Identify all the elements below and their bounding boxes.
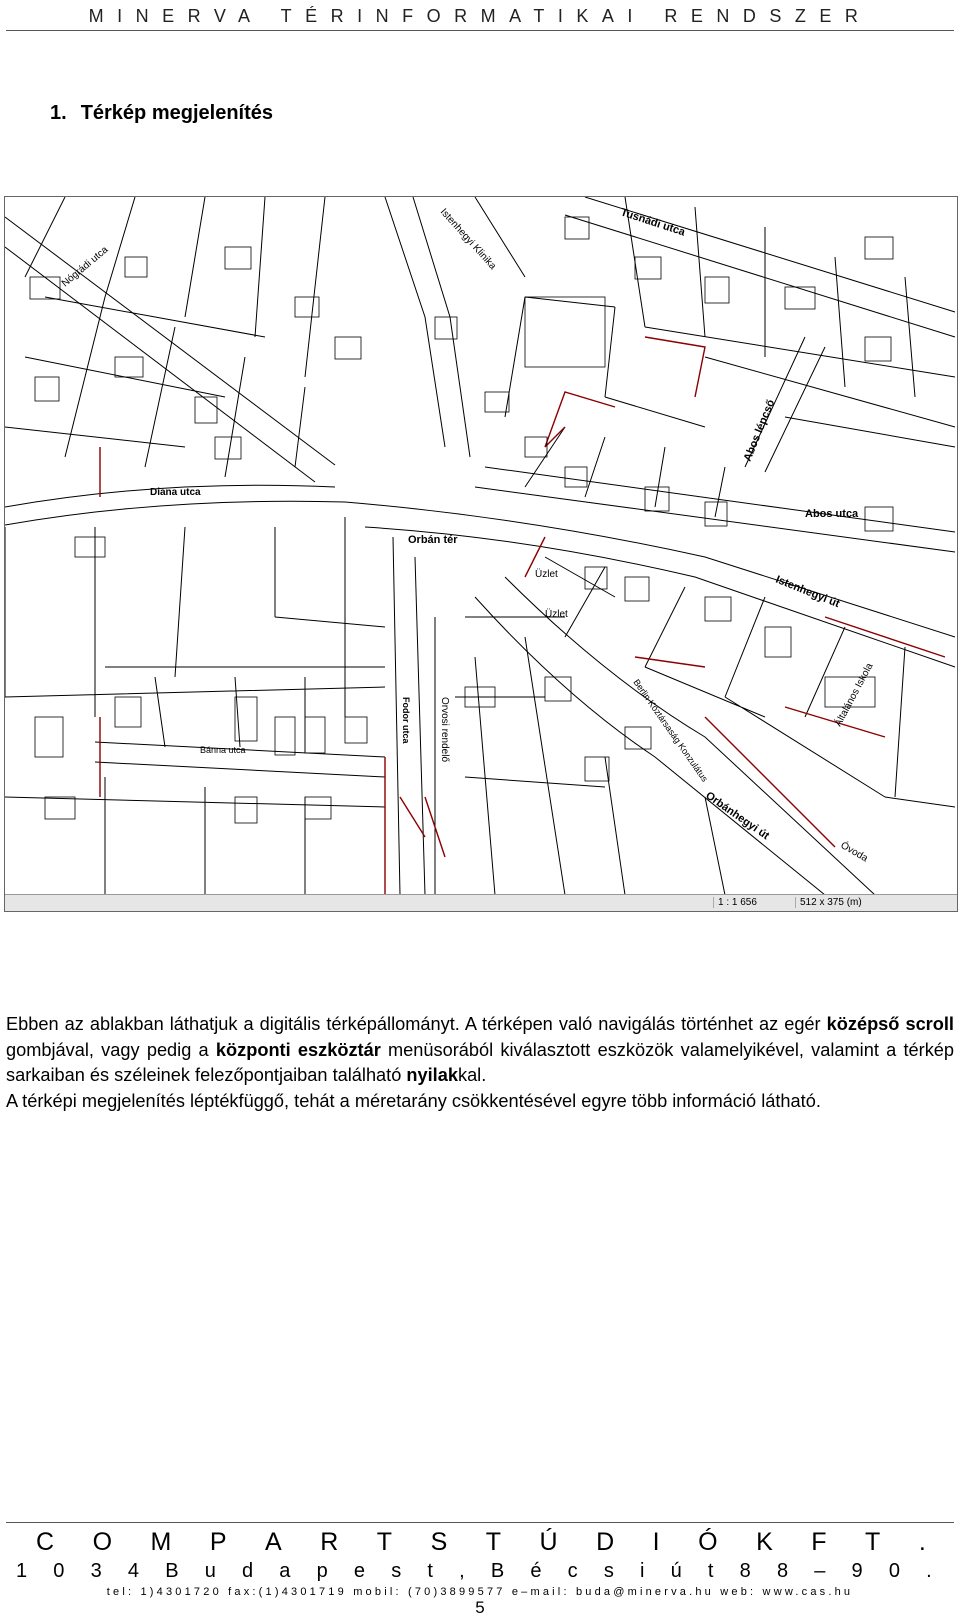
footer-char: O (92, 1528, 113, 1556)
bold-run: középső scroll (826, 1014, 954, 1034)
body-text (6, 1012, 954, 1114)
footer-char: é (530, 1560, 542, 1582)
road-edge (5, 247, 315, 482)
text-run: menüsorából kiválasztott eszközök valamelyikével, valamint a térkép sarkaiban és széleinek felezőpontjaiban található (6, 1039, 955, 1085)
street-label-tusnadi: Tusnádi utca (619, 206, 687, 239)
label-berlin-konzulatus: Berlin Köztársaság Konzulátus (631, 677, 710, 784)
paragraph-navigation (6, 1012, 954, 1089)
footer-char: t (427, 1560, 433, 1582)
footer-char: R (320, 1528, 339, 1556)
road-edge (365, 527, 955, 667)
label-uzlet-1: Üzlet (535, 569, 558, 580)
footer-char: C (36, 1528, 55, 1556)
footer-char: 3 (90, 1560, 102, 1582)
footer-char: e (353, 1560, 366, 1582)
parcel-boundaries (5, 197, 955, 895)
footer-char: ú (670, 1560, 682, 1582)
text-run: gombjával, vagy pedig a (6, 1039, 216, 1060)
footer-char: a (279, 1560, 291, 1582)
footer-char: 0 (888, 1560, 900, 1582)
street-label-abos-lepcso: Abos lépcső (741, 397, 778, 464)
footer-char: Ú (539, 1528, 558, 1556)
map-scale: 1 : 1 656 (713, 897, 757, 908)
header-title: MINERVA TÉRINFORMATIKAI RENDSZER (88, 6, 872, 26)
label-orvosi-rendelo: Orvosi rendelő (439, 697, 450, 763)
section-title: Térkép megjelenítés (80, 102, 273, 124)
street-label-nogradi: Nógrádi utca (59, 244, 111, 290)
section-number: 1. (50, 102, 67, 124)
footer-char: t (707, 1560, 714, 1582)
street-label-istenhegyi: Istenhegyi út (773, 573, 842, 611)
road-edge (505, 577, 875, 895)
footer-char: A (265, 1528, 282, 1556)
footer-char: S (430, 1528, 448, 1556)
paragraph-scale: A térképi megjelenítés léptékfüggő, tehát a méretarány csökkentésével egyre több információ látható. (6, 1090, 821, 1111)
footer-char: 9 (851, 1560, 863, 1582)
footer-contact: tel: 1)4301720 fax:(1)4301719 mobil: (70)3899577 e–mail: buda@minerva.hu web: www.cas.hu (106, 1586, 854, 1598)
street-label-orban-ter: Orbán tér (408, 534, 458, 546)
footer-char: – (814, 1560, 826, 1582)
map-extent: 512 x 375 (m) (795, 897, 862, 908)
road-edge (5, 217, 335, 465)
footer-char: 8 (739, 1560, 751, 1582)
bold-run: központi eszköztár (215, 1039, 381, 1060)
text-run: Ebben az ablakban láthatjuk a digitális térképállományt. A térképen való navigálás történhet az egér (6, 1014, 827, 1034)
road-edge (485, 467, 955, 532)
header-divider (6, 30, 954, 31)
footer-char: s (391, 1560, 402, 1582)
footer-char: F (811, 1528, 827, 1556)
map-window[interactable] (4, 196, 958, 912)
footer-char: u (204, 1560, 216, 1582)
section-heading (50, 102, 273, 125)
footer-char: D (596, 1528, 615, 1556)
road-edge (345, 502, 955, 637)
road-edge (475, 597, 825, 895)
road-edge (385, 197, 445, 447)
map-status-bar (5, 894, 957, 911)
footer-char: B (165, 1560, 179, 1582)
label-iskola: Általános Iskola (832, 661, 876, 729)
road-edge (5, 501, 345, 525)
street-label-banna: Bánna utca (200, 745, 246, 755)
street-label-diana: Diana utca (150, 487, 201, 498)
road-edge (415, 557, 425, 895)
cadastral-map[interactable] (5, 197, 957, 895)
road-edge (475, 487, 955, 552)
footer-company (36, 1528, 926, 1557)
footer-divider (6, 1522, 954, 1523)
label-uzlet-2: Üzlet (545, 609, 568, 620)
footer-char: c (567, 1560, 578, 1582)
street-label-fodor: Fodor utca (401, 697, 411, 744)
road-edge (393, 537, 400, 895)
footer-char: Ó (698, 1528, 718, 1556)
footer-char: 4 (127, 1560, 140, 1582)
footer-char: 8 (776, 1560, 789, 1582)
footer-char: M (150, 1528, 172, 1556)
street-label-abos: Abos utca (805, 508, 859, 520)
bold-run: nyilak (406, 1065, 458, 1085)
footer-char: i (639, 1560, 645, 1582)
footer-char: . (918, 1528, 926, 1556)
footer-char: T (376, 1528, 393, 1556)
footer-char: . (926, 1560, 932, 1582)
red-parcel-lines (100, 337, 945, 895)
road-edge (565, 215, 955, 337)
footer-char: p (316, 1560, 328, 1582)
footer-char: P (209, 1528, 227, 1556)
footer-char: B (490, 1560, 505, 1582)
footer-char: 0 (53, 1560, 65, 1582)
footer-char: T (485, 1528, 502, 1556)
text-run: kal. (457, 1065, 487, 1085)
page-number: 5 (475, 1598, 485, 1617)
street-label-klinika: Istenhegyi Klinika (437, 206, 499, 272)
label-ovoda: Óvoda (838, 840, 870, 865)
footer-char: s (603, 1560, 614, 1582)
footer-char: , (459, 1560, 465, 1582)
footer-char: T (865, 1528, 881, 1556)
footer-char: 1 (16, 1560, 28, 1582)
footer-char: K (756, 1528, 773, 1556)
street-label-orbanhegyi: Orbánhegyi út (703, 789, 772, 843)
footer-char: I (652, 1528, 660, 1556)
footer-address (16, 1560, 932, 1583)
road-edge (95, 762, 385, 777)
footer-char: d (242, 1560, 254, 1582)
